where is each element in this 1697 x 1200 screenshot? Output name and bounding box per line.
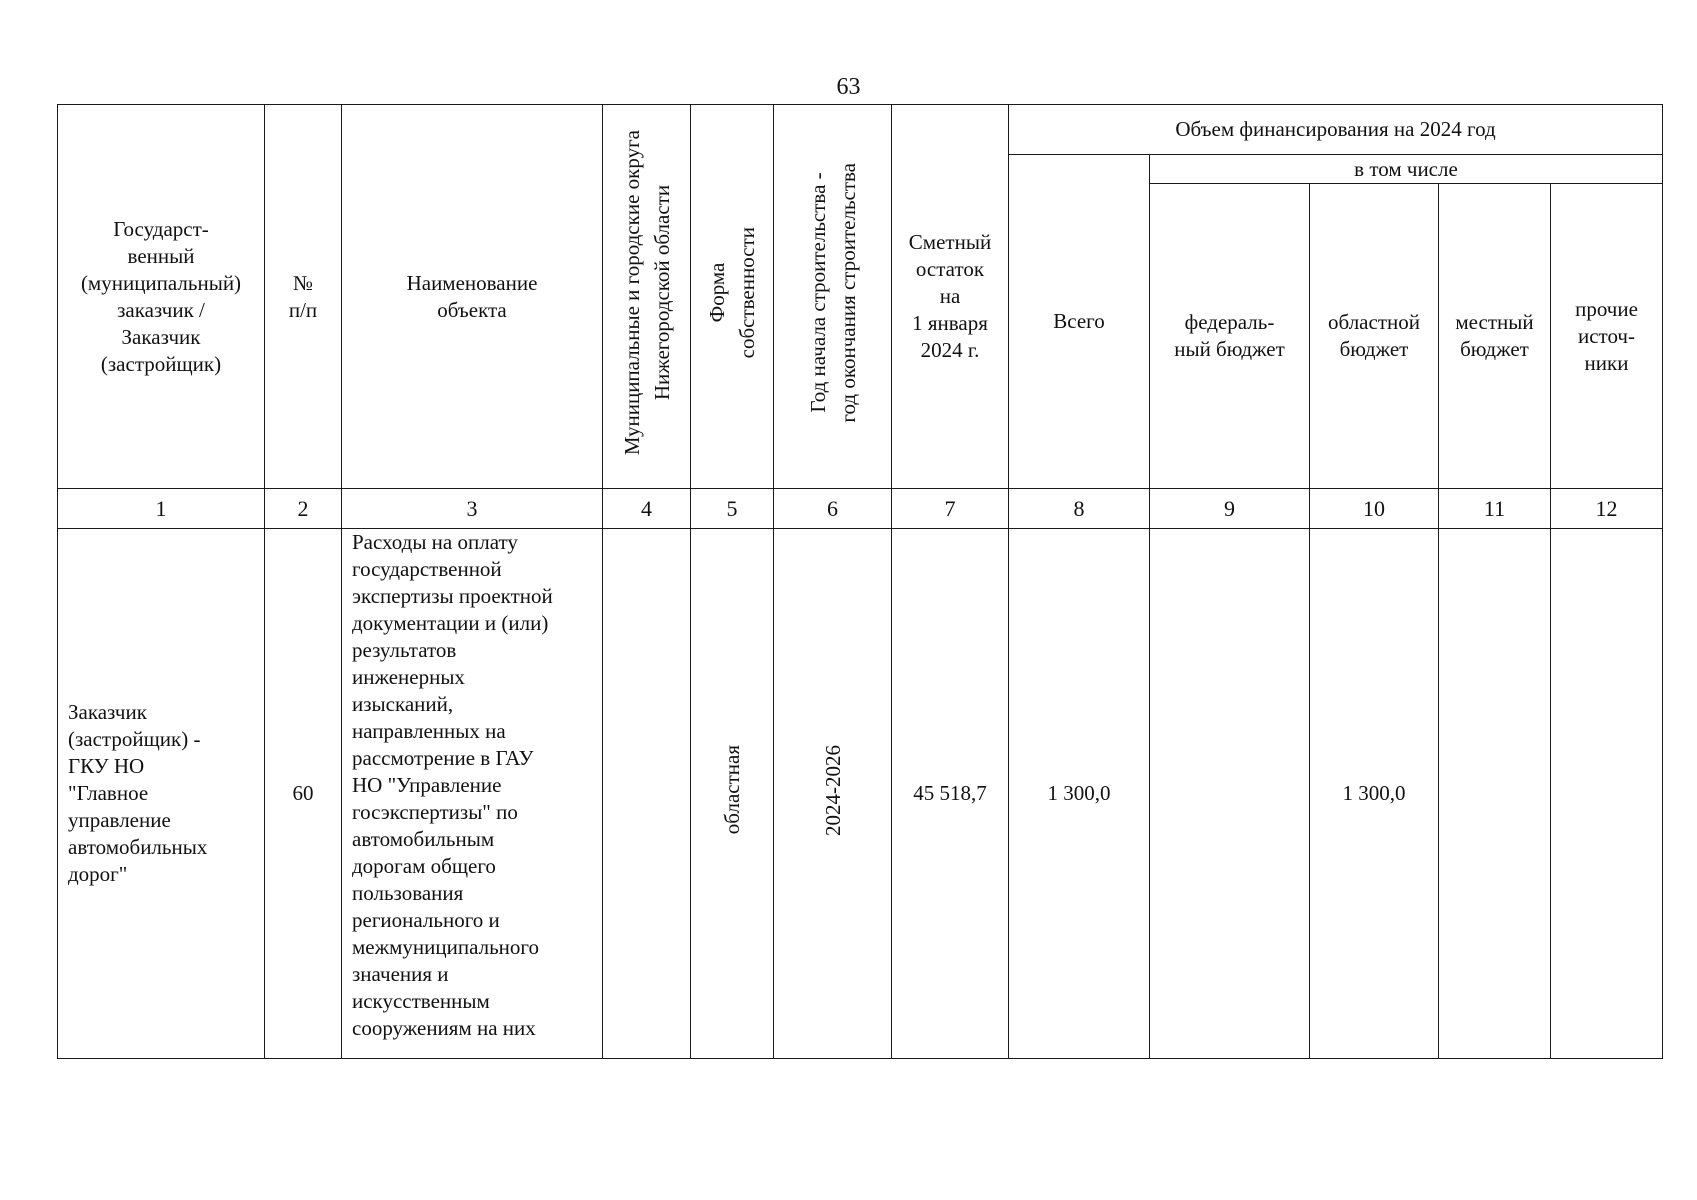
row-years-cell [774, 529, 892, 1059]
table-row [58, 529, 1663, 1059]
row-estimate-balance: 45 518,7 [892, 529, 1009, 1059]
header-municipalities-cell [603, 105, 691, 489]
row-total: 1 300,0 [1009, 529, 1150, 1059]
header-estimate-balance: Сметный остаток на 1 января 2024 г. [892, 105, 1009, 489]
column-number: 8 [1009, 489, 1150, 529]
column-number: 9 [1150, 489, 1310, 529]
header-years-cell [774, 105, 892, 489]
header-including: в том числе [1150, 155, 1663, 184]
row-regional: 1 300,0 [1310, 529, 1439, 1059]
column-number: 11 [1439, 489, 1551, 529]
header-municipalities: Муниципальные и городские округа Нижегородской области [619, 130, 674, 456]
row-ownership-cell [691, 529, 774, 1059]
row-other [1551, 529, 1663, 1059]
header-federal: федераль- ный бюджет [1150, 184, 1310, 489]
row-customer: Заказчик (застройщик) - ГКУ НО "Главное управление автомобильных дорог" [58, 529, 265, 1059]
row-local [1439, 529, 1551, 1059]
column-number: 4 [603, 489, 691, 529]
row-municipality [603, 529, 691, 1059]
column-number: 12 [1551, 489, 1663, 529]
row-number: 60 [265, 529, 342, 1059]
header-total: Всего [1009, 155, 1150, 489]
header-regional: областной бюджет [1310, 184, 1439, 489]
row-ownership: областная [720, 745, 744, 835]
header-years: Год начала строительства - год окончания строительства [805, 163, 860, 423]
row-object-name: Расходы на оплату государственной экспертизы проектной документации и (или) результатов инженерных изысканий, направленных на рассмотрение в ГАУ НО "Управление госэкспертизы" по автомобильным дорогам общего пользования регионального и межмуниципального значения и искусственным сооружениям на них [342, 529, 603, 1059]
header-object-name: Наименование объекта [342, 105, 603, 489]
row-federal [1150, 529, 1310, 1059]
column-number: 3 [342, 489, 603, 529]
column-number: 1 [58, 489, 265, 529]
header-ownership: Форма собственности [705, 227, 759, 359]
page-number: 63 [836, 74, 861, 100]
header-number: № п/п [265, 105, 342, 489]
column-number: 5 [691, 489, 774, 529]
column-number: 10 [1310, 489, 1439, 529]
column-number: 2 [265, 489, 342, 529]
column-number: 6 [774, 489, 892, 529]
header-ownership-cell [691, 105, 774, 489]
column-number: 7 [892, 489, 1009, 529]
header-customer: Государст- венный (муниципальный) заказчик / Заказчик (застройщик) [58, 105, 265, 489]
header-other: прочие источ- ники [1551, 184, 1663, 489]
row-years: 2024-2026 [820, 744, 845, 836]
header-financing-title: Объем финансирования на 2024 год [1009, 105, 1663, 155]
header-local: местный бюджет [1439, 184, 1551, 489]
financing-table [57, 104, 1663, 1059]
